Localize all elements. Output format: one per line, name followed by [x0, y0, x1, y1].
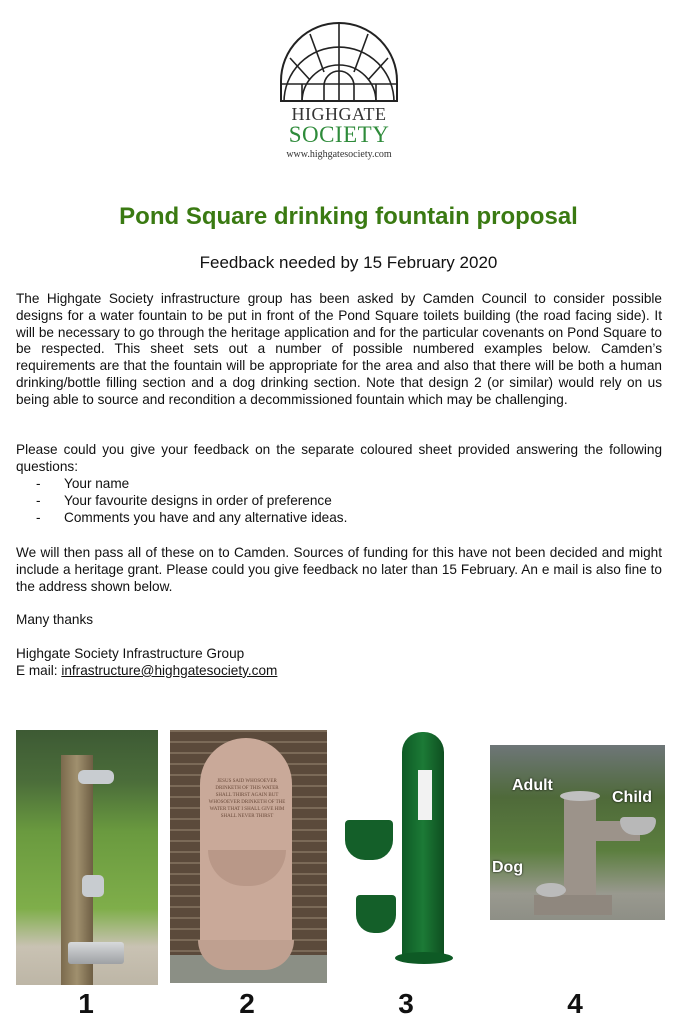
design-number-2: 2	[239, 988, 255, 1019]
design-number-3: 3	[398, 988, 414, 1019]
bottle-filler	[418, 770, 432, 820]
green-pillar	[402, 732, 444, 962]
design-4-photo	[490, 745, 665, 920]
design-number-1: 1	[78, 988, 94, 1019]
email-link[interactable]: infrastructure@highgatesociety.com	[61, 662, 278, 678]
child-label: Child	[612, 789, 652, 806]
question-text: Your name	[64, 476, 130, 491]
dog-bowl	[68, 942, 124, 964]
logo-society-text: SOCIETY	[288, 122, 390, 147]
page-title: Pond Square drinking fountain proposal	[119, 203, 578, 230]
logo-highgate-text: HIGHGATE	[291, 104, 387, 124]
child-bowl	[620, 817, 656, 835]
email-line	[16, 663, 662, 680]
highgate-society-logo	[278, 22, 400, 164]
signature-block	[16, 646, 662, 680]
dog-bowl	[536, 883, 566, 897]
questions-list	[36, 476, 347, 526]
logo-wordmark	[280, 100, 398, 146]
dash-bullet: -	[36, 509, 41, 525]
dash-bullet: -	[36, 492, 41, 508]
list-item	[36, 510, 347, 527]
question-text: Your favourite designs in order of preference	[64, 492, 332, 508]
granite-slab	[200, 738, 292, 943]
lower-bowl	[356, 895, 396, 933]
adult-bowl	[560, 791, 600, 801]
stone-foot	[534, 895, 612, 915]
tap-icon	[82, 875, 104, 897]
question-text: Comments you have and any alternative ideas.	[64, 509, 348, 525]
dash-bullet: -	[36, 476, 41, 491]
signoff-text: Many thanks	[16, 612, 94, 627]
trough	[198, 940, 294, 970]
design-3-photo	[340, 730, 462, 970]
dog-label: Dog	[492, 859, 524, 876]
list-item	[36, 476, 347, 493]
list-item	[36, 493, 347, 510]
feedback-request-paragraph: Please could you give your feedback on the separate coloured sheet provided answering the following questions:	[16, 442, 662, 474]
tap-icon	[78, 770, 114, 784]
funding-paragraph: We will then pass all of these on to Camden. Sources of funding for this have not been decided and might include a heritage grant. Please could you give feedback no later than 15 February. An e mail is also fine to the address shown below.	[16, 545, 662, 594]
design-1-photo	[16, 730, 158, 985]
intro-paragraph: The Highgate Society infrastructure group has been asked by Camden Council to consider possible designs for a water fountain to be put in front of the Pond Square toilets building (the road facing side). It will be necessary to go through the heritage application and for the particular covenants on Pond Square to be respected. This sheet sets out a number of possible numbered examples below. Camden’s requirements are that the fountain will be appropriate for the area and also that there will be both a human drinking/bottle filling section and a dog drinking section. Note that design 2 (or similar) would rely on us being able to source and recondition a decommissioned fountain which may be challenging.	[16, 291, 662, 407]
signature-text: Highgate Society Infrastructure Group	[16, 646, 245, 661]
design-2-photo	[170, 730, 327, 983]
design-number-4: 4	[567, 988, 583, 1019]
stone-column	[564, 795, 596, 910]
base	[395, 952, 453, 964]
logo-website-url: www.highgatesociety.com	[286, 149, 392, 160]
email-label: E mail:	[16, 662, 62, 678]
feedback-deadline: Feedback needed by 15 February 2020	[199, 253, 498, 272]
adult-label: Adult	[512, 777, 553, 794]
fountain-inscription: JESUS SAID WHOSOEVER DRINKETH OF THIS WATER SHALL THIRST AGAIN BUT WHOSOEVER DRINKETH OF THE WATER THAT I SHALL GIVE HIM SHALL NEVER THIRST	[208, 779, 286, 819]
upper-bowl	[345, 820, 393, 860]
